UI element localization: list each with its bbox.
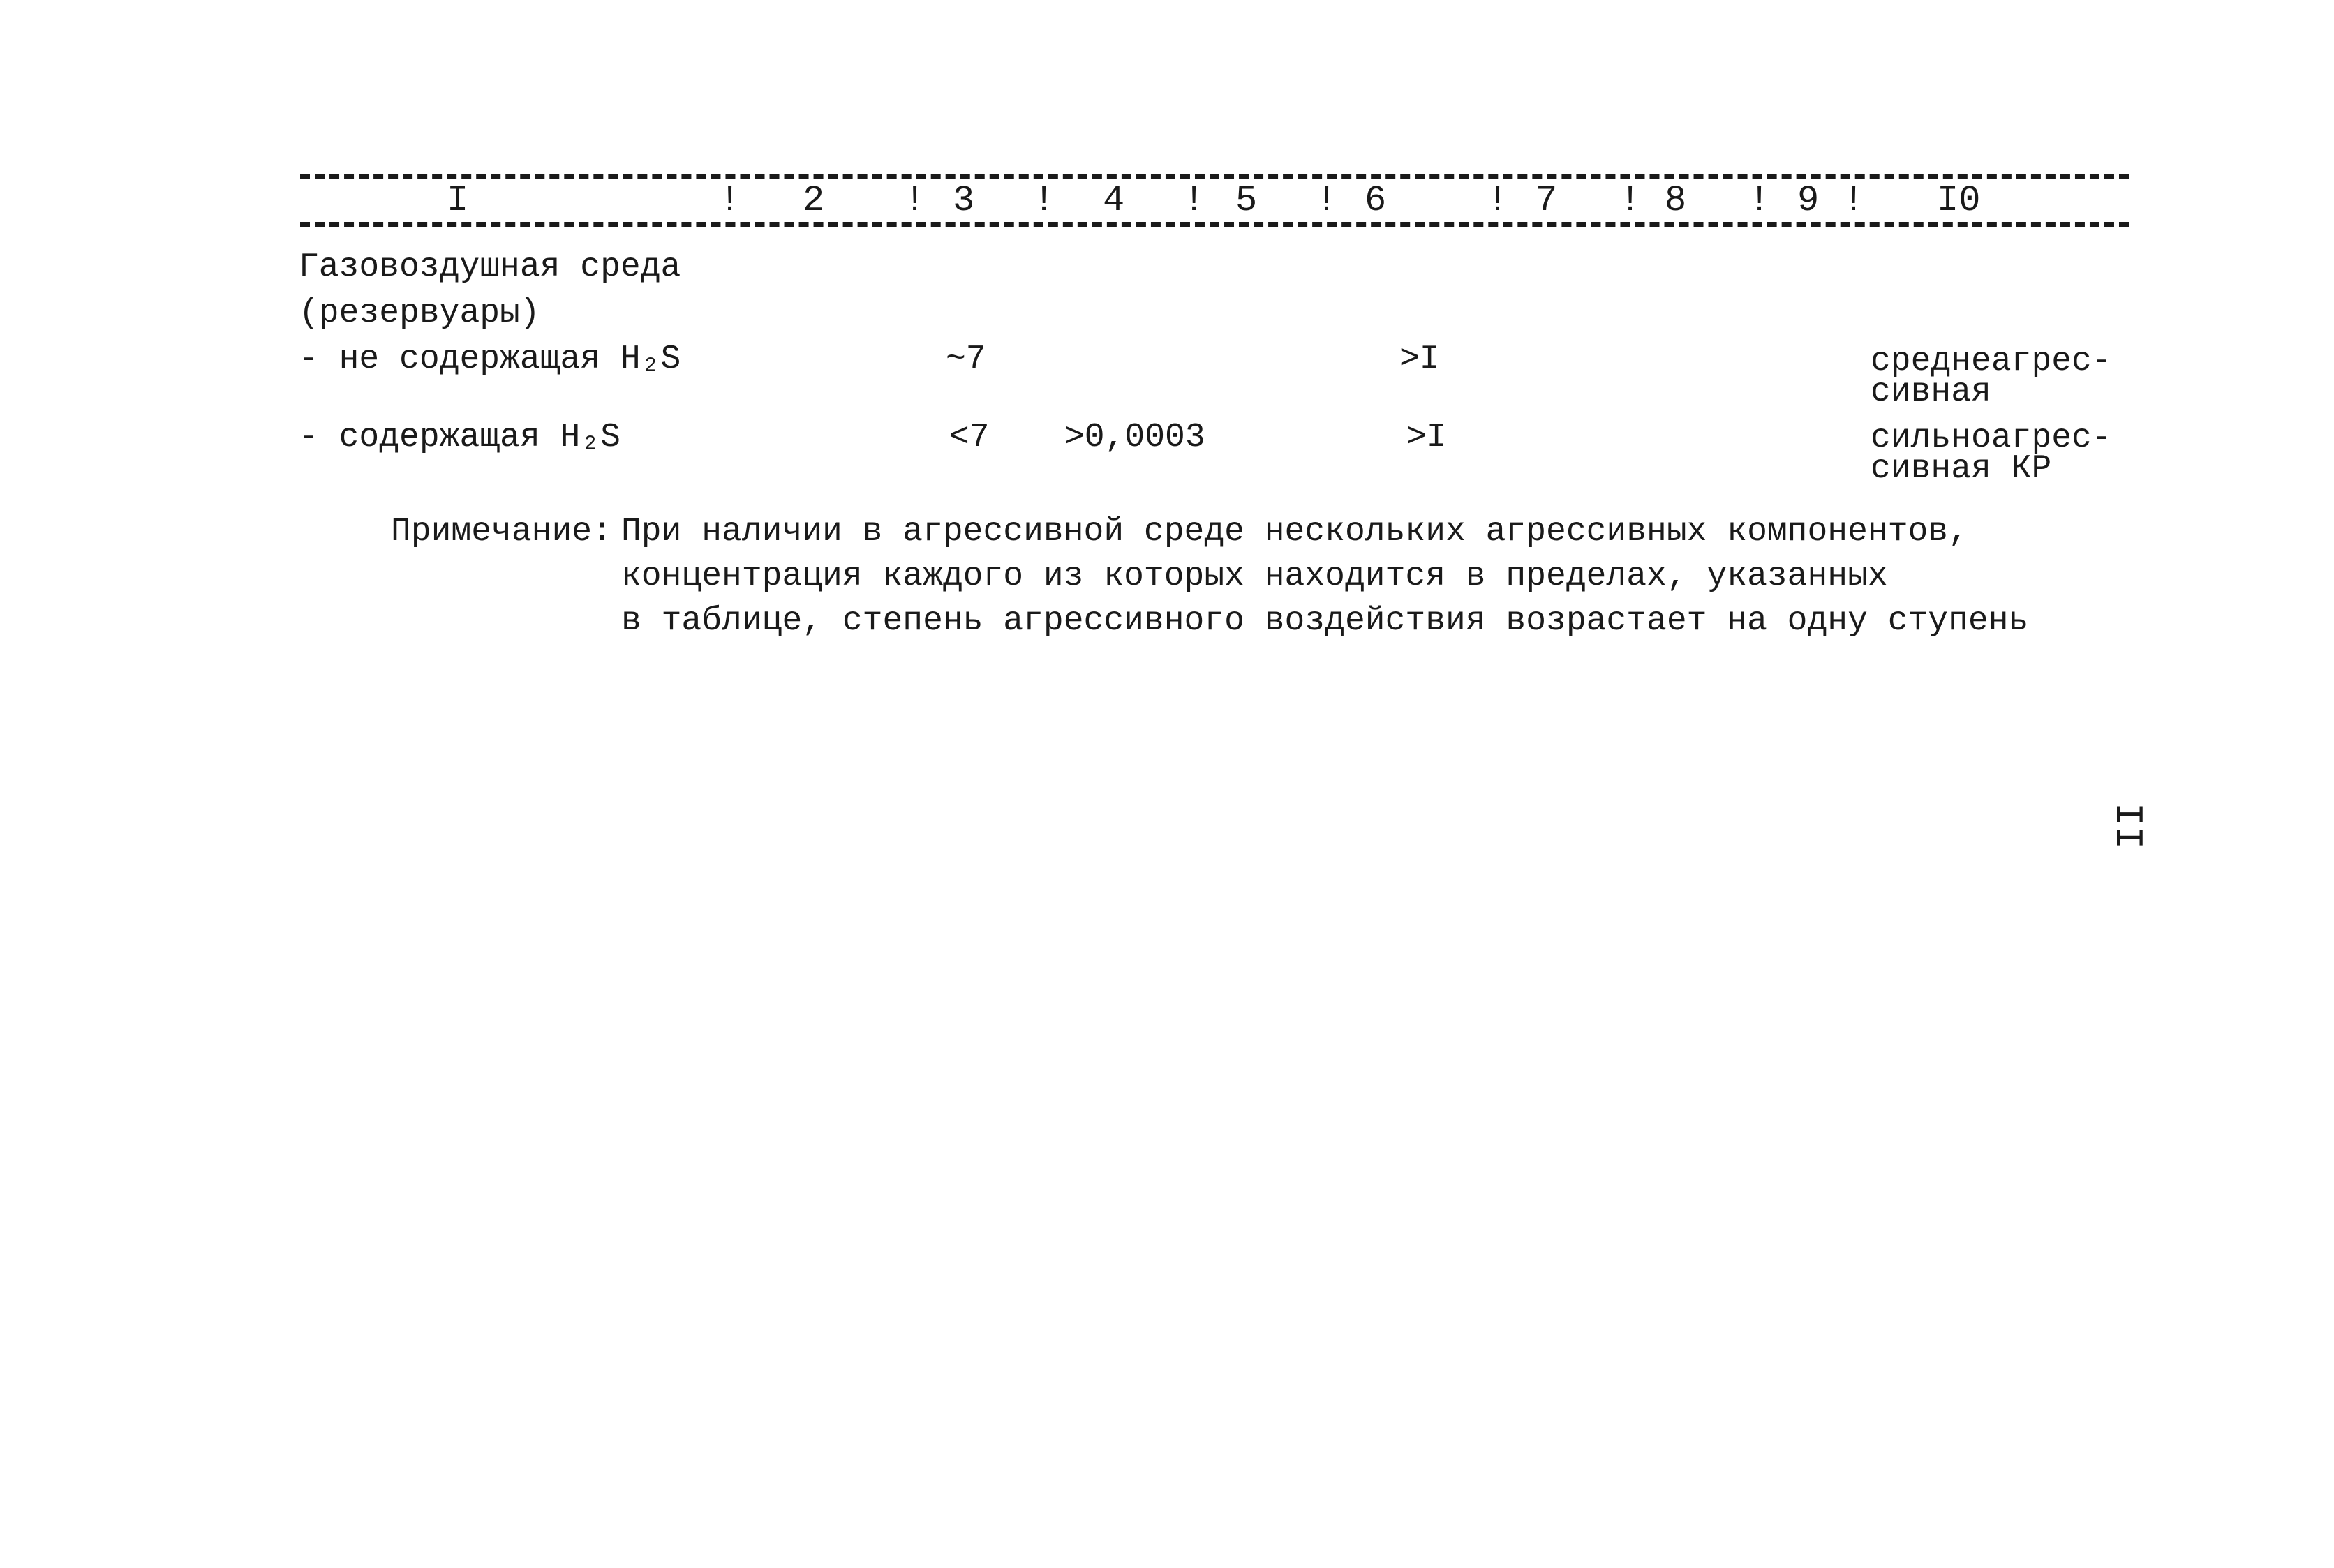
- column-header-9: 9: [1797, 180, 1820, 221]
- table-row-label: Газовоздушная среда: [299, 248, 681, 286]
- note-line: в таблице, степень агрессивного воздействия возрастает на одну ступень: [621, 602, 2029, 640]
- table-row-label: - содержащая H₂S: [299, 419, 620, 456]
- table-cell-col6: >I: [1399, 341, 1440, 378]
- column-header-5: 5: [1235, 180, 1258, 221]
- column-separator: !: [1748, 180, 1771, 221]
- table-header-rule: [300, 222, 2129, 227]
- column-separator: !: [1487, 180, 1509, 221]
- table-cell-col10: среднеагрес- сивная: [1871, 343, 2112, 411]
- table-cell-col3: <7: [949, 419, 990, 456]
- table-cell-col3: ~7: [946, 341, 986, 378]
- column-separator: !: [1619, 180, 1642, 221]
- page-number: II: [2105, 802, 2150, 850]
- table-cell-col10: сильноагрес- сивная КР: [1871, 419, 2112, 488]
- column-header-6: 6: [1365, 180, 1387, 221]
- table-top-rule: [300, 174, 2129, 179]
- column-separator: !: [904, 180, 926, 221]
- note-line: концентрация каждого из которых находится в пределах, указанных: [621, 558, 1888, 595]
- column-header-2: 2: [803, 180, 825, 221]
- column-separator: !: [1183, 180, 1205, 221]
- column-separator: !: [1843, 180, 1865, 221]
- note-line: При наличии в агрессивной среде нескольких агрессивных компонентов,: [621, 513, 1968, 551]
- table-row-label: - не содержащая H₂S: [299, 341, 681, 378]
- column-header-3: 3: [953, 180, 975, 221]
- column-header-4: 4: [1103, 180, 1125, 221]
- table-row-label: (резервуары): [299, 294, 540, 332]
- column-header-7: 7: [1536, 180, 1558, 221]
- table-cell-col4: >0,0003: [1064, 419, 1205, 456]
- note-text: [621, 509, 2029, 643]
- column-separator: !: [719, 180, 741, 221]
- column-separator: !: [1316, 180, 1338, 221]
- column-header-10: I0: [1937, 180, 1981, 221]
- note-label: Примечание:: [391, 513, 612, 551]
- column-separator: !: [1033, 180, 1055, 221]
- column-header-1: I: [447, 180, 469, 221]
- table-cell-col6: >I: [1406, 419, 1447, 456]
- column-header-8: 8: [1665, 180, 1687, 221]
